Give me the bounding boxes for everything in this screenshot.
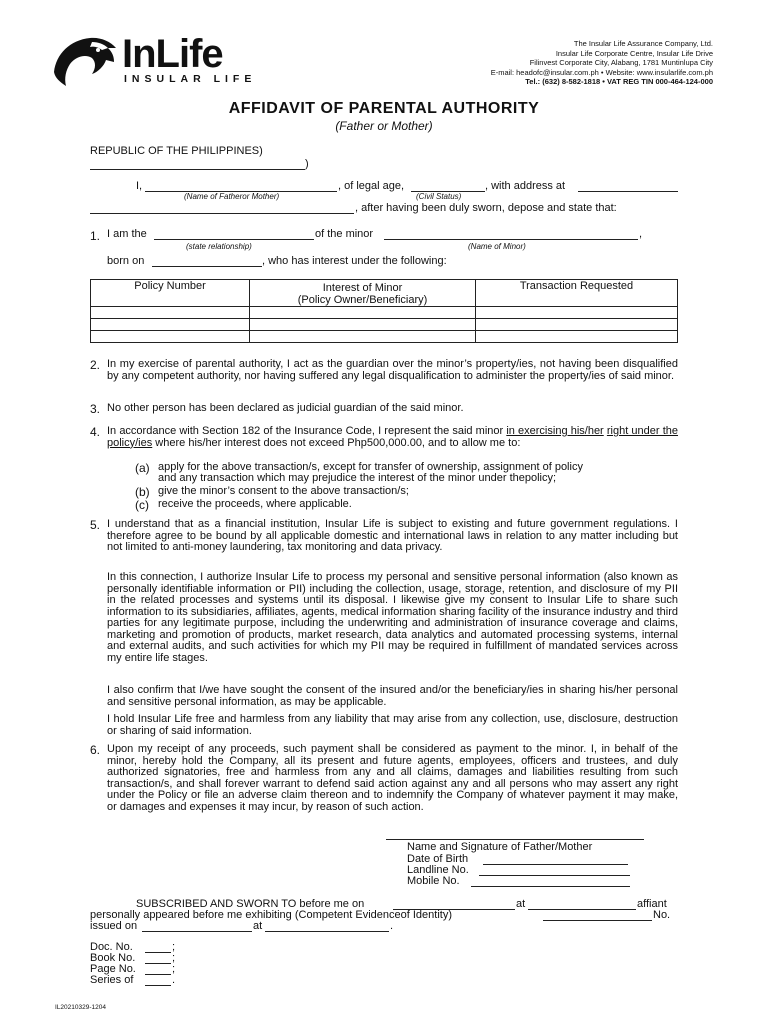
- intro-legal-age: , of legal age,: [338, 180, 405, 192]
- item-4a-line1: apply for the above transaction/s, except for transfer of ownership, assignment of policy: [158, 461, 583, 473]
- issued-date-field[interactable]: [142, 921, 252, 932]
- jurat-affiant: affiant: [637, 898, 667, 910]
- item-6-text: Upon my receipt of any proceeds, such payment shall be considered as payment to the minor. I, in behalf of the minor, hereby hold the Company, all its present and future agents, employees, officers and trustees, and duly authorized signatories, free and harmless from any and all claims, damages and liabilities resulting from such transaction/s, and shall forever warrant to defend said action against any and all persons who may assert any right under the Policy or file an adverse claim thereon and to indemnify the Company of whatever payment it may make, or damages and expenses it may incur, by reason of such action.: [107, 743, 678, 813]
- caption-civil-status: (Civil Status): [416, 192, 462, 201]
- republic-line: REPUBLIC OF THE PHILIPPINES): [90, 145, 263, 157]
- item-1-comma: ,: [639, 228, 643, 240]
- intro-i: I,: [136, 180, 143, 192]
- brand-subtitle: INSULAR LIFE: [124, 73, 257, 85]
- item-1-i-am: I am the: [107, 228, 147, 240]
- item-6-number: 6.: [90, 743, 101, 757]
- dob-field[interactable]: [483, 854, 628, 865]
- table-cell[interactable]: [476, 319, 678, 331]
- series-dot: .: [172, 974, 176, 986]
- item-1-interest: , who has interest under the following:: [262, 255, 447, 267]
- table-cell[interactable]: [250, 319, 476, 331]
- address-field-1[interactable]: [578, 181, 678, 192]
- signature-line[interactable]: [386, 838, 644, 840]
- jurat-at: at: [516, 898, 526, 910]
- series-label: Series of: [90, 974, 134, 986]
- doc-no-field[interactable]: [145, 942, 171, 953]
- table-row: [91, 331, 678, 343]
- caption-parent-name: (Name of Fatheror Mother): [184, 192, 280, 201]
- signature-label: Name and Signature of Father/Mother: [407, 841, 593, 853]
- jurat-subscribed: SUBSCRIBED AND SWORN TO before me on: [136, 898, 365, 910]
- page-no-label: Page No.: [90, 963, 136, 975]
- birthdate-field[interactable]: [152, 256, 262, 267]
- company-line: E-mail: headofc@insular.com.ph • Website: www.insularlife.com.ph: [490, 67, 713, 77]
- table-row: [91, 319, 678, 331]
- form-code: IL20210329-1204: [55, 1004, 106, 1011]
- relationship-field[interactable]: [154, 229, 314, 240]
- item-1-number: 1.: [90, 229, 101, 243]
- item-5-number: 5.: [90, 518, 101, 532]
- book-no-semi: ;: [172, 952, 176, 964]
- item-4c-label: (c): [135, 498, 149, 512]
- doc-no-semi: ;: [172, 941, 176, 953]
- table-cell[interactable]: [250, 307, 476, 319]
- table-header-row: [91, 280, 678, 307]
- item-4b-text: give the minor’s consent to the above transaction/s;: [158, 485, 409, 497]
- jurat-at-2: at: [253, 920, 263, 932]
- table-row: [91, 307, 678, 319]
- id-number-field[interactable]: [543, 910, 652, 921]
- item-3-text: No other person has been declared as judicial guardian of the said minor.: [107, 402, 464, 414]
- issued-place-field[interactable]: [265, 921, 389, 932]
- eagle-logo-icon: [52, 32, 122, 88]
- item-3-number: 3.: [90, 402, 101, 416]
- brand-name: InLife: [122, 32, 223, 76]
- book-no-label: Book No.: [90, 952, 136, 964]
- blank-city-field[interactable]: [90, 159, 305, 170]
- header-transaction-requested: Transaction Requested: [476, 280, 678, 307]
- underlined-clause: in exercising his/her: [506, 425, 604, 437]
- jurat-no: No.: [653, 909, 671, 921]
- caption-minor-name: (Name of Minor): [468, 242, 526, 251]
- company-header: [380, 39, 713, 87]
- intro-sworn: , after having been duly sworn, depose and state that:: [355, 202, 617, 214]
- page-title: AFFIDAVIT OF PARENTAL AUTHORITY: [228, 100, 540, 117]
- item-1-born-on: born on: [107, 255, 145, 267]
- policy-table: [90, 279, 678, 343]
- jurat-place-field[interactable]: [528, 899, 636, 910]
- page-no-field[interactable]: [145, 964, 171, 975]
- underlined-clause: right under the policy/ies: [107, 425, 679, 449]
- company-line: The Insular Life Assurance Company, Ltd.: [573, 39, 713, 48]
- jurat-issued-on: issued on: [90, 920, 138, 932]
- item-4-text: In accordance with Section 182 of the Insurance Code, I represent the said minor in exercising his/her right under the policy/ies where his/her interest does not exceed Php500,000.00, and to allow me to:: [107, 425, 679, 449]
- company-line: Tel.: (632) 8-582-1818 • VAT REG TIN 000-464-124-000: [525, 77, 713, 86]
- republic-paren: ): [305, 158, 309, 170]
- caption-relationship: (state relationship): [186, 242, 252, 251]
- item-4-number: 4.: [90, 425, 101, 439]
- header-interest-of-minor: Interest of Minor (Policy Owner/Beneficiary): [250, 280, 476, 307]
- dob-label: Date of Birth: [407, 853, 469, 865]
- jurat-appeared: personally appeared before me exhibiting (Competent Evidenceof Identity): [90, 909, 452, 921]
- landline-field[interactable]: [479, 865, 630, 876]
- logo: [52, 32, 267, 88]
- item-2-number: 2.: [90, 358, 101, 372]
- mobile-field[interactable]: [471, 876, 630, 887]
- table-cell[interactable]: [250, 331, 476, 343]
- page-subtitle: (Father or Mother): [335, 119, 433, 133]
- table-cell[interactable]: [476, 307, 678, 319]
- table-cell[interactable]: [91, 331, 250, 343]
- item-4c-text: receive the proceeds, where applicable.: [158, 498, 352, 510]
- item-1-of-minor: of the minor: [315, 228, 374, 240]
- item-5-paragraph-4: I hold Insular Life free and harmless from any liability that may arise from any collection, use, disclosure, destruction or sharing of said information.: [107, 713, 678, 737]
- address-field-2[interactable]: [90, 203, 354, 214]
- header-policy-number: Policy Number: [91, 280, 250, 307]
- book-no-field[interactable]: [145, 953, 171, 964]
- civil-status-field[interactable]: [411, 181, 485, 192]
- table-cell[interactable]: [476, 331, 678, 343]
- item-5-paragraph-3: I also confirm that I/we have sought the consent of the insured and/or the beneficiary/ies in sharing his/her personal and sensitive personal information, as may be applicable.: [107, 684, 678, 708]
- table-cell[interactable]: [91, 307, 250, 319]
- jurat-period: .: [390, 920, 394, 932]
- item-5-paragraph-2: In this connection, I authorize Insular Life to process my personal and sensitive personal information (also known as personally identifiable information or PII) including the collection, usage, storage, retention, and disclosure of my PII in the related processes and systems until its disposal. I likewise give my consent to Insular Life to share such information to its subsidiaries, affiliates, agents, medical information sharing facility of the insurance industry and third parties for any legitimate purpose, including the underwriting and administration of insurance coverage and claims, marketing and promotion of products, market research, data analytics and automated processing systems, internal and external audits, and such activities for which my PII may be required in fulfillment of mandated services across my entire life stages.: [107, 571, 678, 664]
- item-5-paragraph-1: I understand that as a financial institution, Insular Life is subject to existing and future government regulations. I therefore agree to be bound by all applicable domestic and international laws in relation to any matter including but not limited to anti-money laundering, tax monitoring and data privacy.: [107, 518, 678, 553]
- minor-name-field[interactable]: [384, 229, 638, 240]
- doc-no-label: Doc. No.: [90, 941, 133, 953]
- item-4a-line2: and any transaction which may prejudice the interest of the minor under thepolicy;: [158, 472, 557, 484]
- company-line: Filinvest Corporate City, Alabang, 1781 Muntinlupa City: [529, 58, 713, 67]
- series-field[interactable]: [145, 975, 171, 986]
- item-4a-label: (a): [135, 461, 150, 475]
- mobile-label: Mobile No.: [407, 875, 460, 887]
- page-no-semi: ;: [172, 963, 176, 975]
- landline-label: Landline No.: [407, 864, 469, 876]
- parent-name-field[interactable]: [145, 181, 337, 192]
- company-line: Insular Life Corporate Centre, Insular Life Drive: [555, 48, 713, 58]
- item-2-text: In my exercise of parental authority, I act as the guardian over the minor’s property/ies, not having been disqualified by any competent authority, nor having suffered any legal disqualification to administer the property/ies of said minor.: [107, 358, 678, 382]
- table-cell[interactable]: [91, 319, 250, 331]
- intro-address: , with address at: [485, 180, 566, 192]
- item-4b-label: (b): [135, 485, 150, 499]
